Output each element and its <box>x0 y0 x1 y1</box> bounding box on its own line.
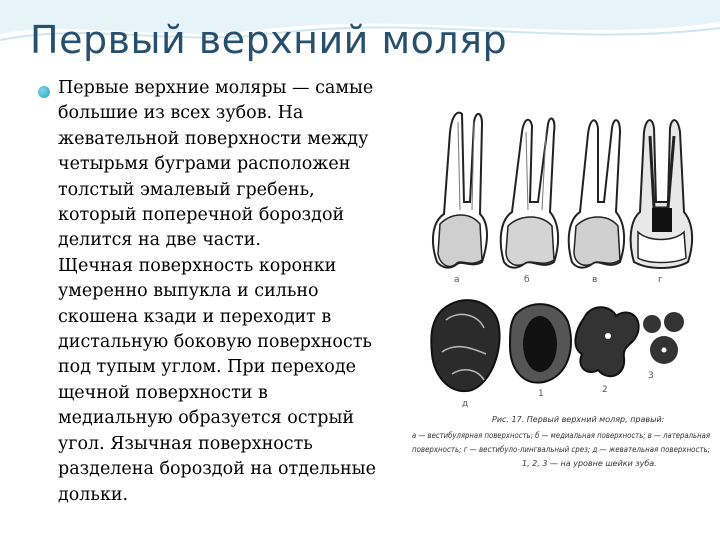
paragraph-line: медиальную образуется острый <box>58 408 355 429</box>
paragraph-line: под тупым углом. При переходе <box>58 357 356 378</box>
paragraph-line: который поперечной бороздой <box>58 205 345 226</box>
section-2-drawing <box>575 307 638 376</box>
molar-illustration <box>412 92 712 532</box>
figure-caption-line: поверхность; г — вестибуло-лингвальный срез; д — жевательная поверхность; <box>412 445 711 454</box>
tooth-lateral-drawing <box>569 120 624 268</box>
figure-caption-line: а — вестибулярная поверхность; б — медиальная поверхность; в — латеральная <box>412 431 711 440</box>
figure-label-2: 2 <box>602 385 608 395</box>
paragraph-line: большие из всех зубов. На <box>58 103 304 124</box>
paragraph-line: делится на две части. <box>58 230 261 251</box>
figure-label-g: г <box>658 275 663 285</box>
figure-label-v: в <box>592 275 598 285</box>
figure-label-a: а <box>454 275 460 285</box>
figure-label-3: 3 <box>648 371 654 381</box>
paragraph-line: угол. Язычная поверхность <box>58 433 313 454</box>
section-3-drawing <box>643 312 684 364</box>
tooth-section-drawing <box>631 120 692 268</box>
tooth-vestibular-drawing <box>433 113 487 268</box>
paragraph-line: дольки. <box>58 484 129 505</box>
figure-label-1: 1 <box>538 389 544 399</box>
figure-label-b: б <box>524 275 530 285</box>
paragraph-line: четырьмя буграми расположен <box>58 154 351 175</box>
paragraph-line: скошена кзади и переходит в <box>58 306 332 327</box>
bullet-icon <box>38 86 50 98</box>
paragraph-line: Щечная поверхность коронки <box>58 255 337 276</box>
slide-paragraph <box>58 76 410 508</box>
figure-label-d: д <box>462 399 469 409</box>
figure-caption-line: Рис. 17. Первый верхний моляр, правый: <box>492 415 665 424</box>
section-1-drawing <box>510 304 571 382</box>
paragraph-line: разделена бороздой на отдельные <box>58 459 376 480</box>
paragraph-line: дистальную боковую поверхность <box>58 332 372 353</box>
tooth-medial-drawing <box>501 118 558 267</box>
figure-caption-line: 1, 2, 3 — на уровне шейки зуба. <box>522 459 657 468</box>
slide-title: Первый верхний моляр <box>30 18 508 62</box>
paragraph-line: щечной поверхности в <box>58 382 268 403</box>
paragraph-line: Первые верхние моляры — самые <box>58 78 374 98</box>
occlusal-surface-drawing <box>431 300 499 391</box>
paragraph-line: жевательной поверхности между <box>58 128 369 149</box>
paragraph-line: умеренно выпукла и сильно <box>58 281 319 302</box>
paragraph-line: толстый эмалевый гребень, <box>58 179 315 200</box>
